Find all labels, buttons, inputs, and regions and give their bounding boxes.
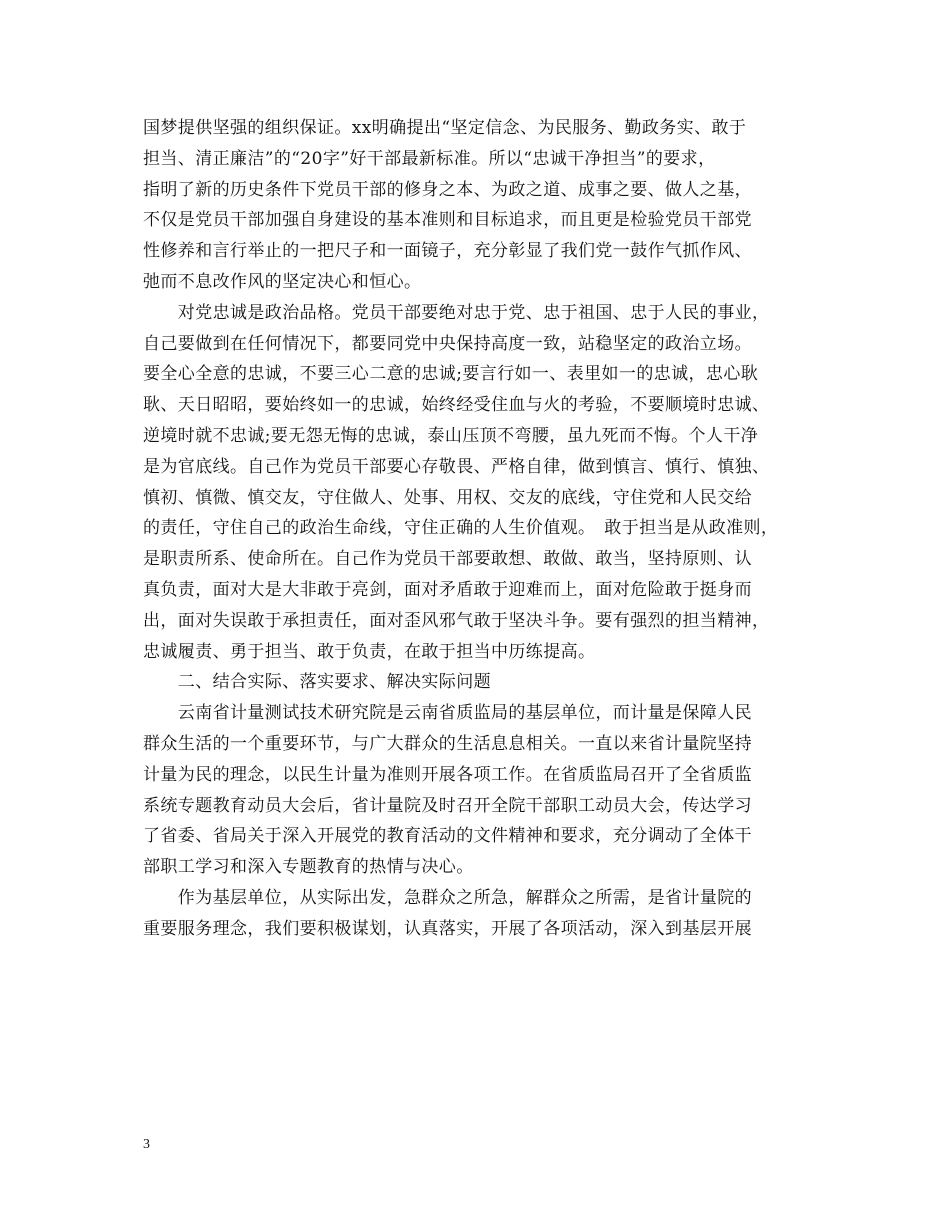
page-number: 3	[143, 1137, 150, 1152]
text-line: 自己要做到在任何情况下，都要同党中央保持高度一致，站稳坚定的政治立场。	[143, 333, 752, 354]
text-line: 作为基层单位，从实际出发，急群众之所急，解群众之所需，是省计量院的	[143, 887, 752, 908]
text-line: 不仅是党员干部加强自身建设的基本准则和目标追求，而且更是检验党员干部党	[143, 210, 752, 231]
text-line: 是为官底线。自己作为党员干部要心存敬畏、严格自律，做到慎言、慎行、慎独、	[143, 456, 770, 477]
text-line: 慎初、慎微、慎交友，守住做人、处事、用权、交友的底线，守住党和人民交给	[143, 487, 752, 508]
paragraph-1	[143, 113, 823, 298]
text-line: 指明了新的历史条件下党员干部的修身之本、为政之道、成事之要、做人之基，	[143, 179, 752, 200]
text-line: 担当、清正廉洁”的“20字”好干部最新标准。所以“忠诚干净担当”的要求，	[143, 148, 716, 169]
heading-line: 二、结合实际、落实要求、解决实际问题	[143, 672, 491, 693]
text-line: 逆境时就不忠诚;要无怨无悔的忠诚，泰山压顶不弯腰，虽九死而不悔。个人干净	[143, 425, 759, 446]
paragraph-4	[143, 883, 823, 945]
text-line: 是职责所系、使命所在。自己作为党员干部要敢想、敢做、敢当，坚持原则、认	[143, 549, 752, 570]
text-line: 计量为民的理念，以民生计量为准则开展各项工作。在省质监局召开了全省质监	[143, 764, 752, 785]
text-line: 云南省计量测试技术研究院是云南省质监局的基层单位，而计量是保障人民	[143, 703, 752, 724]
text-line: 群众生活的一个重要环节，与广大群众的生活息息相关。一直以来省计量院坚持	[143, 733, 752, 754]
text-line: 对党忠诚是政治品格。党员干部要绝对忠于党、忠于祖国、忠于人民的事业，	[143, 302, 770, 323]
paragraph-3	[143, 698, 823, 883]
text-line: 耿、天日昭昭，要始终如一的忠诚，始终经受住血与火的考验，不要顺境时忠诚、	[143, 395, 770, 416]
text-line: 出，面对失误敢于承担责任，面对歪风邪气敢于坚决斗争。要有强烈的担当精神，	[143, 610, 770, 631]
section-heading	[143, 667, 823, 698]
text-line: 要全心全意的忠诚，不要三心二意的忠诚;要言行如一、表里如一的忠诚，忠心耿	[143, 364, 759, 385]
text-line: 重要服务理念，我们要积极谋划，认真落实，开展了各项活动，深入到基层开展	[143, 918, 752, 939]
text-line: 国梦提供坚强的组织保证。xx明确提出“坚定信念、为民服务、勤政务实、敢于	[143, 118, 747, 138]
paragraph-2	[143, 298, 823, 668]
text-line: 的责任，守住自己的政治生命线，守住正确的人生价值观。 敢于担当是从政准则，	[143, 518, 779, 539]
text-line: 真负责，面对大是大非敢于亮剑，面对矛盾敢于迎难而上，面对危险敢于挺身而	[143, 579, 752, 600]
text-line: 系统专题教育动员大会后，省计量院及时召开全院干部职工动员大会，传达学习	[143, 795, 752, 816]
text-line: 弛而不息改作风的坚定决心和恒心。	[143, 271, 422, 292]
document-body	[143, 113, 823, 945]
text-line: 部职工学习和深入专题教育的热情与决心。	[143, 857, 474, 878]
text-line: 了省委、省局关于深入开展党的教育活动的文件精神和要求，充分调动了全体干	[143, 826, 752, 847]
text-line: 性修养和言行举止的一把尺子和一面镜子，充分彰显了我们党一鼓作气抓作风、	[143, 241, 752, 262]
text-line: 忠诚履责、勇于担当、敢于负责，在敢于担当中历练提高。	[143, 641, 596, 662]
